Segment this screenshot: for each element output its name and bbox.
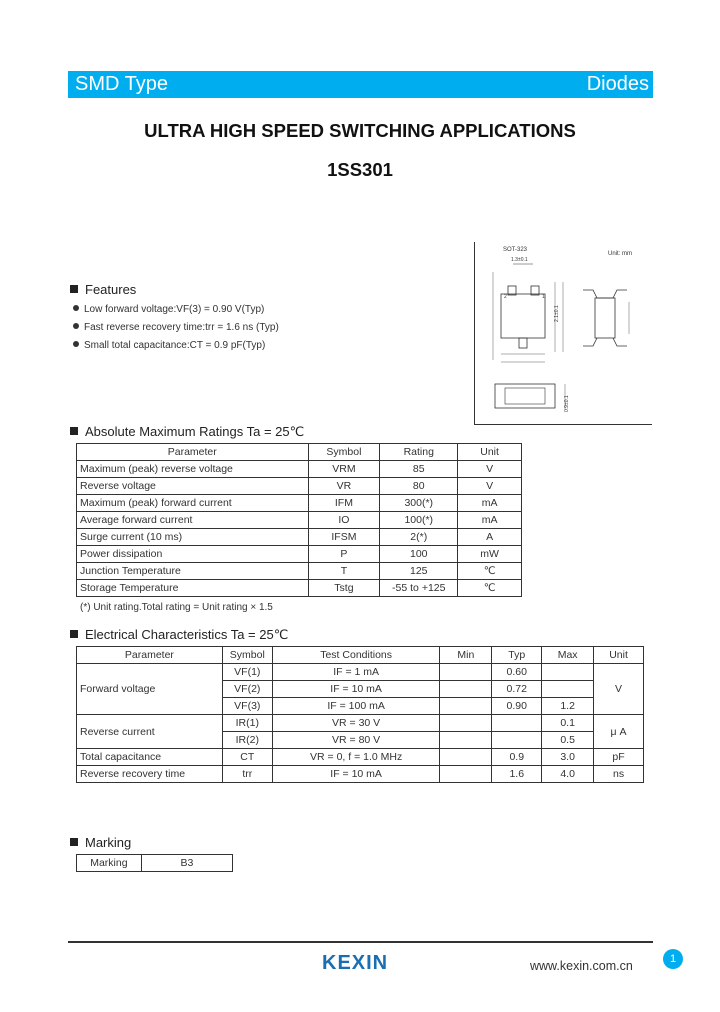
amr-note: (*) Unit rating.Total rating = Unit rating × 1.5	[80, 602, 273, 613]
table-row: Power dissipation P 100 mW	[77, 546, 522, 563]
svg-text:1.3±0.1: 1.3±0.1	[511, 257, 528, 263]
package-drawing	[475, 242, 652, 424]
brand-logo: KEXIN	[322, 952, 389, 974]
footer-url[interactable]: www.kexin.com.cn	[530, 959, 633, 973]
header-right: Diodes	[586, 73, 649, 95]
table-row: Forward voltage VF(1) IF = 1 mA 0.60 V	[77, 664, 644, 681]
svg-text:2: 2	[504, 294, 507, 300]
feature-item: Low forward voltage:VF(3) = 0.90 V(Typ)	[73, 304, 264, 315]
table-header-row: Parameter Symbol Rating Unit	[77, 444, 522, 461]
features-heading: Features	[70, 282, 136, 297]
marking-heading: Marking	[70, 835, 131, 850]
svg-text:1: 1	[542, 294, 545, 300]
table-row: Maximum (peak) forward current IFM 300(*) mA	[77, 495, 522, 512]
table-header-row: Parameter Symbol Test Conditions Min Typ Max Unit	[77, 647, 644, 664]
ec-table	[76, 646, 644, 783]
amr-heading: Absolute Maximum Ratings Ta = 25℃	[70, 424, 304, 440]
footer-divider	[68, 941, 653, 943]
table-row: Surge current (10 ms) IFSM 2(*) A	[77, 529, 522, 546]
page-title: ULTRA HIGH SPEED SWITCHING APPLICATIONS	[144, 120, 576, 141]
svg-text:0.9±0.1: 0.9±0.1	[564, 395, 570, 412]
table-row: VF(3) IF = 100 mA 0.90 1.2	[77, 698, 644, 715]
svg-text:2.1±0.1: 2.1±0.1	[554, 305, 560, 322]
feature-item: Fast reverse recovery time:trr = 1.6 ns (Typ)	[73, 322, 279, 333]
table-row: Storage Temperature Tstg -55 to +125 ℃	[77, 580, 522, 597]
page-number: 1	[663, 949, 683, 969]
table-row: Average forward current IO 100(*) mA	[77, 512, 522, 529]
header-bar	[68, 71, 653, 98]
part-number: 1SS301	[327, 159, 393, 180]
table-row: Reverse recovery time trr IF = 10 mA 1.6 4.0 ns	[77, 766, 644, 783]
package-diagram	[474, 242, 652, 425]
table-row: Junction Temperature T 125 ℃	[77, 563, 522, 580]
table-row: IR(2) VR = 80 V 0.5	[77, 732, 644, 749]
marking-table	[76, 854, 233, 872]
table-row: Maximum (peak) reverse voltage VRM 85 V	[77, 461, 522, 478]
unit-label: Unit: mm	[608, 251, 632, 257]
table-row: Reverse voltage VR 80 V	[77, 478, 522, 495]
header-left: SMD Type	[75, 73, 168, 95]
table-row: Marking B3	[77, 855, 233, 872]
table-row: Total capacitance CT VR = 0, f = 1.0 MHz 0.9 3.0 pF	[77, 749, 644, 766]
feature-item: Small total capacitance:CT = 0.9 pF(Typ)	[73, 340, 265, 351]
package-label: SOT-323	[503, 247, 528, 253]
table-row: Reverse current IR(1) VR = 30 V 0.1 μ A	[77, 715, 644, 732]
amr-table	[76, 443, 522, 597]
ec-heading: Electrical Characteristics Ta = 25℃	[70, 627, 288, 643]
table-row: VF(2) IF = 10 mA 0.72	[77, 681, 644, 698]
